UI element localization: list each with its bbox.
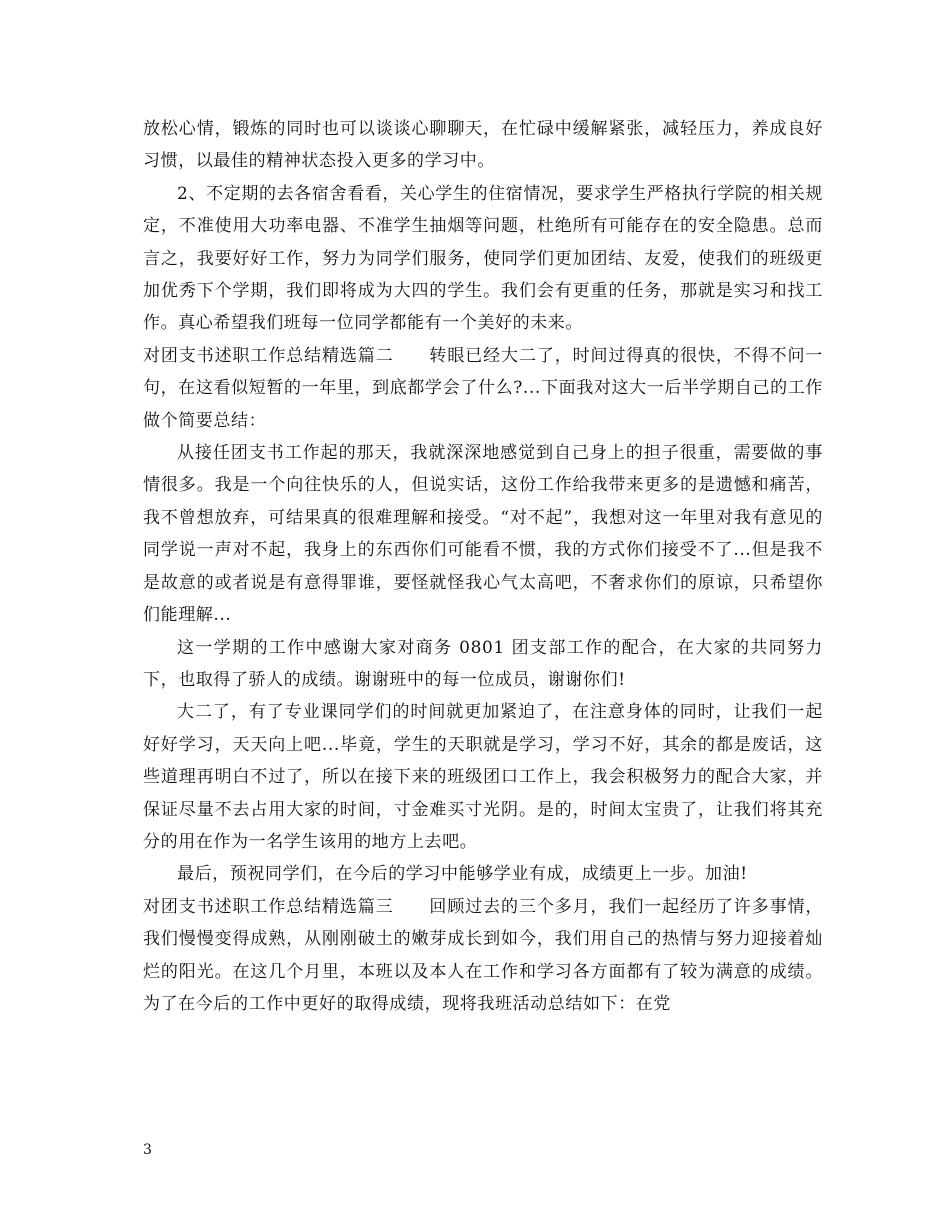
paragraph-3: 对团支书述职工作总结精选篇二 转眼已经大二了，时间过得真的很快，不得不问一句，在这看似短暂的一年里，到底都学会了什么?...下面我对这大一后半学期自己的工作做个简要总结： (143, 345, 823, 431)
paragraph-1: 放松心情，锻炼的同时也可以谈谈心聊聊天，在忙碌中缓解紧张，减轻压力，养成良好习惯，以最佳的精神状态投入更多的学习中。 (143, 119, 823, 172)
paragraph-5: 这一学期的工作中感谢大家对商务 0801 团支部工作的配合，在大家的共同努力下，也取得了骄人的成绩。谢谢班中的每一位成员，谢谢你们! (143, 637, 823, 690)
paragraph-6: 大二了，有了专业课同学们的时间就更加紧迫了，在注意身体的同时，让我们一起好好学习，天天向上吧...毕竟，学生的天职就是学习，学习不好，其余的都是废话，这些道理再明白不过了，所以在接下来的班级团口工作上，我会积极努力的配合大家，并保证尽量不去占用大家的时间，寸金难买寸光阴。是的，时间太宝贵了，让我们将其充分的用在作为一名学生该用的地方上去吧。 (143, 702, 823, 852)
page-number: 3 (143, 1142, 152, 1158)
document-body (143, 113, 823, 1020)
paragraph-7: 最后，预祝同学们，在今后的学习中能够学业有成，成绩更上一步。加油! (177, 864, 748, 885)
paragraph-8: 对团支书述职工作总结精选篇三 回顾过去的三个多月，我们一起经历了许多事情，我们慢慢变得成熟，从刚刚破土的嫩芽成长到如今，我们用自己的热情与努力迎接着灿烂的阳光。在这几个月里，本班以及本人在工作和学习各方面都有了较为满意的成绩。为了在今后的工作中更好的取得成绩，现将我班活动总结如下：在党 (143, 896, 823, 1014)
paragraph-2: 2、不定期的去各宿舍看看，关心学生的住宿情况，要求学生严格执行学院的相关规定，不准使用大功率电器、不准学生抽烟等问题，杜绝所有可能存在的安全隐患。总而言之，我要好好工作，努力为同学们服务，使同学们更加团结、友爱，使我们的班级更加优秀下个学期，我们即将成为大四的学生。我们会有更重的任务，那就是实习和找工作。真心希望我们班每一位同学都能有一个美好的未来。 (143, 183, 823, 334)
paragraph-4: 从接任团支书工作起的那天，我就深深地感觉到自己身上的担子很重，需要做的事情很多。我是一个向往快乐的人，但说实话，这份工作给我带来更多的是遗憾和痛苦，我不曾想放弃，可结果真的很难理解和接受。“对不起”，我想对这一年里对我有意见的同学说一声对不起，我身上的东西你们可能看不惯，我的方式你们接受不了...但是我不是故意的或者说是有意得罪谁，要怪就怪我心气太高吧，不奢求你们的原谅，只希望你们能理解... (143, 443, 823, 626)
